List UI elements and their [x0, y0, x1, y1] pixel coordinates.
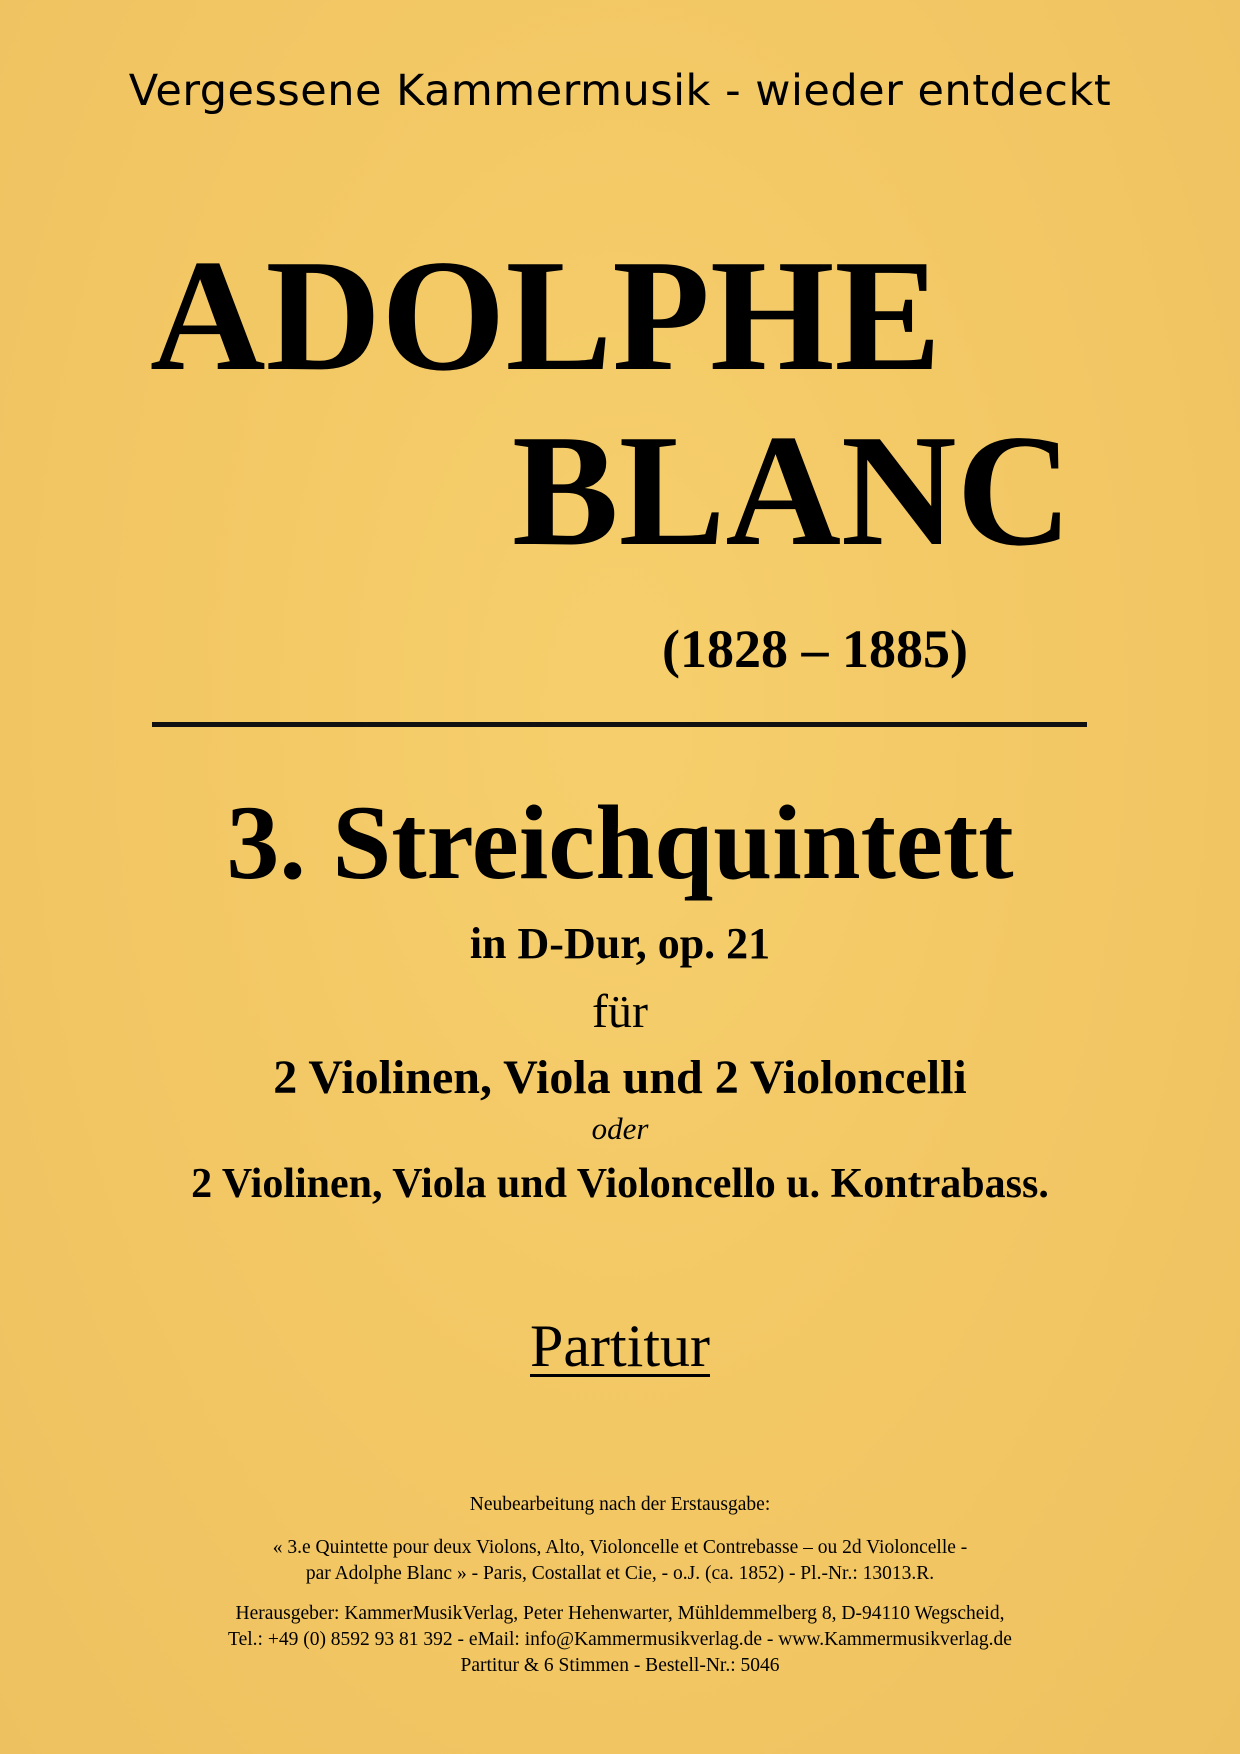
instrumentation-primary: 2 Violinen, Viola und 2 Violoncelli [273, 1051, 967, 1104]
work-key-opus: in D-Dur, op. 21 [469, 919, 771, 968]
publisher-line-1: Herausgeber: KammerMusikVerlag, Peter Hehenwarter, Mühldemmelberg 8, D-94110 Wegscheid, [235, 1603, 1005, 1624]
order-line: Partitur & 6 Stimmen - Bestell-Nr.: 5046 [460, 1655, 780, 1676]
instrumentation-alternative: 2 Violinen, Viola und Violoncello u. Kontrabass. [191, 1161, 1049, 1207]
publisher-line-2: Tel.: +49 (0) 8592 93 81 392 - eMail: info@Kammermusikverlag.de - www.Kammermusikverlag.de [228, 1629, 1012, 1650]
divider-rule [152, 722, 1087, 727]
work-title: 3. Streichquintett [226, 784, 1014, 901]
edition-type [0, 1312, 1240, 1381]
composer-last-name: BLANC [512, 401, 1073, 579]
work-for: für [592, 985, 648, 1038]
series-title: Vergessene Kammermusik - wieder entdeckt [128, 66, 1112, 116]
composer-dates: (1828 – 1885) [662, 619, 968, 679]
source-line-2: par Adolphe Blanc » - Paris, Costallat et Cie, - o.J. (ca. 1852) - Pl.-Nr.: 13013.R. [305, 1563, 935, 1584]
edition-type-label: Partitur [530, 1313, 710, 1379]
source-line-1: « 3.e Quintette pour deux Violons, Alto, Violoncelle et Contrebasse – ou 2d Violoncelle - [272, 1537, 968, 1558]
instrumentation-or: oder [591, 1111, 649, 1146]
composer-first-name: ADOLPHE [150, 226, 942, 404]
source-heading: Neubearbeitung nach der Erstausgabe: [469, 1494, 771, 1515]
